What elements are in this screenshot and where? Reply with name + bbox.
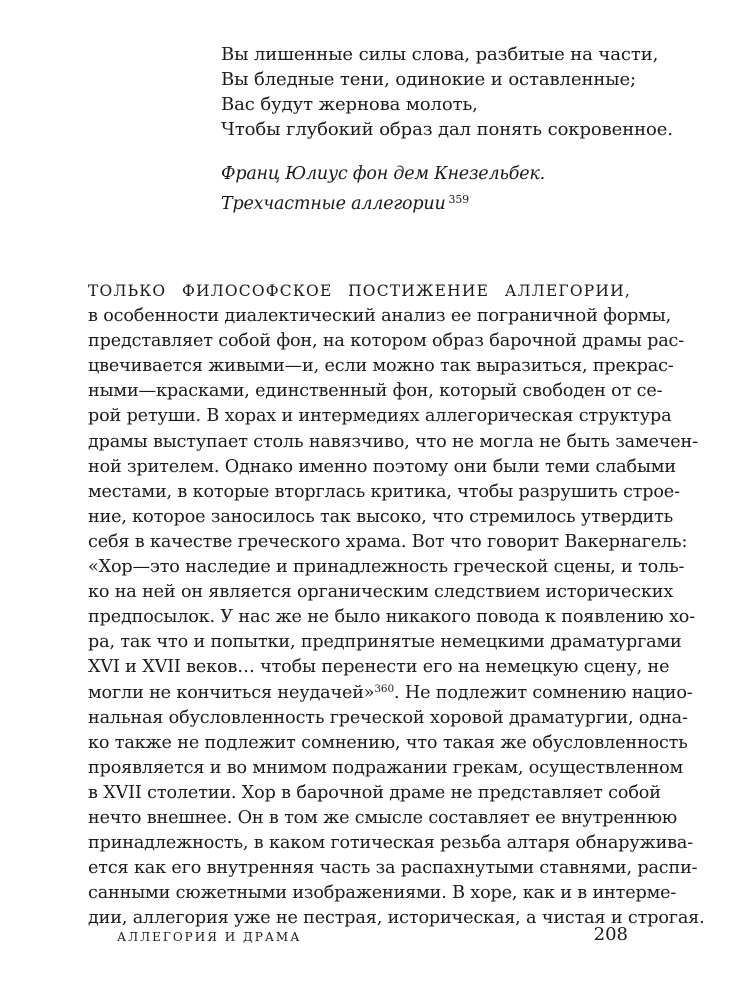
body-line: цвечивается живыми—и, если можно так выразиться, прекрас-	[88, 356, 674, 377]
lead-smallcaps: ТОЛЬКО ФИЛОСОФСКОЕ ПОСТИЖЕНИЕ АЛЛЕГОРИИ,	[88, 282, 631, 300]
footnote-ref-360[interactable]: 360	[374, 682, 394, 695]
body-line: проявляется и во мнимом подражании грекам, осуществленном	[88, 757, 684, 778]
body-line: рой ретуши. В хорах и интермедиях аллегорическая структура	[88, 406, 672, 427]
epigraph-work: Трехчастные аллегории	[221, 194, 446, 214]
body-text-fragment: . Не подлежит сомнению нацио-	[394, 682, 693, 703]
body-line: XVI и XVII веков… чтобы перенести его на немецкую сцену, не	[88, 657, 670, 678]
epigraph-work-line	[221, 187, 681, 217]
body-line: в XVII столетии. Хор в барочной драме не представляет собой	[88, 782, 661, 803]
body-line: ра, так что и попытки, предпринятые немецкими драматургами	[88, 632, 682, 653]
body-line-lead	[88, 279, 631, 304]
body-paragraph	[88, 279, 705, 931]
page-number: 208	[593, 924, 628, 945]
body-line: принадлежность, в каком готическая резьба алтаря обнаружива-	[88, 833, 694, 854]
body-line: ется как его внутренняя часть за распахнутыми ставнями, распи-	[88, 858, 698, 879]
epigraph	[221, 42, 681, 217]
body-line: драмы выступает столь навязчиво, что не могла не быть замечен-	[88, 431, 698, 452]
epigraph-line: Чтобы глубокий образ дал понять сокровенное.	[221, 119, 673, 140]
body-line: местами, в которые вторглась критика, чтобы разрушить строе-	[88, 481, 680, 502]
body-line: ной зрителем. Однако именно поэтому они были теми слабыми	[88, 456, 676, 477]
body-line: санными сюжетными изображениями. В хоре, как и в интерме-	[88, 883, 677, 904]
body-line: ко на ней он является органическим следствием исторических	[88, 582, 674, 603]
epigraph-line: Вы бледные тени, одинокие и оставленные;	[221, 69, 636, 90]
body-line: ко также не подлежит сомнению, что такая же обусловленность	[88, 732, 688, 753]
body-line: нечто внешнее. Он в том же смысле составляет ее внутреннюю	[88, 807, 678, 828]
body-line: «Хор—это наследие и принадлежность греческой сцены, и толь-	[88, 557, 685, 578]
body-line: ние, которое заносилось так высоко, что стремилось утвердить	[88, 506, 674, 527]
body-line: ными—красками, единственный фон, который свободен от се-	[88, 381, 663, 402]
body-line: в особенности диалектический анализ ее пограничной формы,	[88, 306, 672, 327]
body-line-with-note	[88, 681, 693, 706]
body-text-fragment: могли не кончиться неудачей»	[88, 682, 375, 703]
body-line: себя в качестве греческого храма. Вот что говорит Вакернагель:	[88, 531, 688, 552]
running-title: АЛЛЕГОРИЯ И ДРАМА	[117, 930, 302, 944]
epigraph-line: Вас будут жернова молоть,	[221, 94, 478, 115]
body-line: дии, аллегория уже не пестрая, историческая, а чистая и строгая.	[88, 908, 705, 929]
body-line: нальная обусловленность греческой хоровой драматургии, одна-	[88, 707, 688, 728]
epigraph-attribution	[221, 162, 681, 217]
footnote-ref-359[interactable]: 359	[448, 193, 469, 206]
body-line: представляет собой фон, на котором образ барочной драмы рас-	[88, 331, 685, 352]
body-line: предпосылок. У нас же не было никакого повода к появлению хо-	[88, 607, 696, 628]
epigraph-author: Франц Юлиус фон дем Кнезельбек.	[221, 164, 545, 184]
epigraph-line: Вы лишенные силы слова, разбитые на части,	[221, 44, 659, 65]
